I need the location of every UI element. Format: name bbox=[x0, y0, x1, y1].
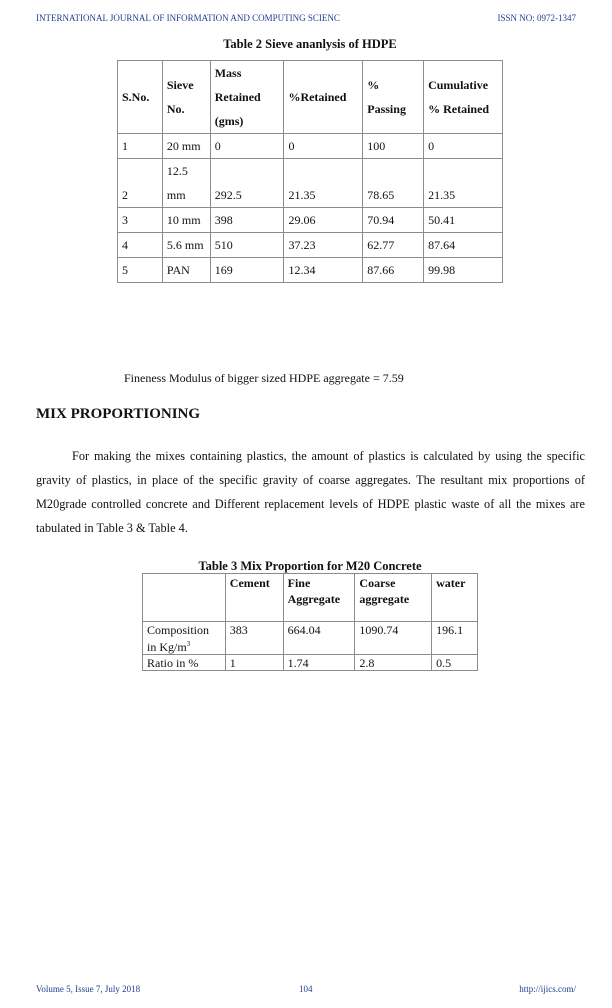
cell-sieve-no: 10 mm bbox=[162, 208, 210, 233]
cell-retained: 21.35 bbox=[284, 159, 363, 208]
cell-coarse-aggregate: 1090.74 bbox=[355, 622, 432, 655]
cell-passing: 78.65 bbox=[363, 159, 424, 208]
cell-mass: 510 bbox=[210, 233, 284, 258]
cell-passing: 70.94 bbox=[363, 208, 424, 233]
cell-sieve-no: 20 mm bbox=[162, 134, 210, 159]
issn-number: ISSN NO: 0972-1347 bbox=[497, 13, 576, 23]
cell-cumulative: 21.35 bbox=[424, 159, 503, 208]
table-row bbox=[143, 655, 478, 671]
col-header-cement: Cement bbox=[225, 574, 283, 622]
cell-sno: 4 bbox=[118, 233, 163, 258]
cell-cement: 383 bbox=[225, 622, 283, 655]
cell-sieve-no: 5.6 mm bbox=[162, 233, 210, 258]
col-header-fine-aggregate: Fine Aggregate bbox=[283, 574, 355, 622]
fineness-modulus-note: Fineness Modulus of bigger sized HDPE aggregate = 7.59 bbox=[124, 371, 404, 385]
table-row bbox=[118, 134, 503, 159]
cell-coarse-aggregate: 2.8 bbox=[355, 655, 432, 671]
cell-cement: 1 bbox=[225, 655, 283, 671]
cell-sno: 2 bbox=[118, 159, 163, 208]
cell-fine-aggregate: 664.04 bbox=[283, 622, 355, 655]
table-header-row bbox=[143, 574, 478, 622]
table-header-row bbox=[118, 61, 503, 134]
table-row bbox=[118, 233, 503, 258]
col-header-cumulative: Cumulative % Retained bbox=[424, 61, 503, 134]
cell-passing: 62.77 bbox=[363, 233, 424, 258]
col-header-water: water bbox=[432, 574, 478, 622]
footer-url[interactable]: http://ijics.com/ bbox=[519, 984, 576, 994]
footer-page-number: 104 bbox=[299, 984, 313, 994]
body-paragraph: For making the mixes containing plastics, the amount of plastics is calculated by using the specific gravity of plastics, in place of the specific gravity of coarse aggregates. The resultant mix proportions of M20grade controlled concrete and Different replacement levels of HDPE plastic waste of all the mixes are tabulated in Table 3 & Table 4. bbox=[36, 449, 585, 535]
row-label-composition bbox=[143, 622, 226, 655]
cell-passing: 87.66 bbox=[363, 258, 424, 283]
cell-sno: 5 bbox=[118, 258, 163, 283]
row-label-ratio: Ratio in % bbox=[143, 655, 226, 671]
table-row bbox=[143, 622, 478, 655]
cell-cumulative: 50.41 bbox=[424, 208, 503, 233]
col-header-sieve-no: Sieve No. bbox=[162, 61, 210, 134]
mix-proportion-table bbox=[142, 573, 478, 671]
cell-mass: 169 bbox=[210, 258, 284, 283]
cell-sno: 3 bbox=[118, 208, 163, 233]
cell-passing: 100 bbox=[363, 134, 424, 159]
cell-cumulative: 0 bbox=[424, 134, 503, 159]
cell-water: 0.5 bbox=[432, 655, 478, 671]
cell-mass: 0 bbox=[210, 134, 284, 159]
table-row bbox=[118, 258, 503, 283]
col-header-blank bbox=[143, 574, 226, 622]
cell-retained: 37.23 bbox=[284, 233, 363, 258]
cell-sno: 1 bbox=[118, 134, 163, 159]
col-header-pct-retained: %Retained bbox=[284, 61, 363, 134]
col-header-sno: S.No. bbox=[118, 61, 163, 134]
cell-water: 196.1 bbox=[432, 622, 478, 655]
table2-caption: Table 2 Sieve ananlysis of HDPE bbox=[223, 37, 397, 51]
cell-sieve-no: PAN bbox=[162, 258, 210, 283]
cubic-superscript: 3 bbox=[186, 640, 191, 648]
table3-caption: Table 3 Mix Proportion for M20 Concrete bbox=[198, 559, 422, 573]
composition-label-text: Composition in Kg/m bbox=[147, 623, 210, 654]
col-header-mass-retained: Mass Retained (gms) bbox=[210, 61, 284, 134]
col-header-coarse-aggregate: Coarse aggregate bbox=[355, 574, 432, 622]
sieve-analysis-table bbox=[117, 60, 503, 283]
table-row bbox=[118, 159, 503, 208]
cell-sieve-no: 12.5 mm bbox=[162, 159, 210, 208]
section-heading: MIX PROPORTIONING bbox=[36, 406, 201, 422]
cell-cumulative: 99.98 bbox=[424, 258, 503, 283]
cell-fine-aggregate: 1.74 bbox=[283, 655, 355, 671]
col-header-pct-passing: % Passing bbox=[363, 61, 424, 134]
table-row bbox=[118, 208, 503, 233]
footer-volume: Volume 5, Issue 7, July 2018 bbox=[36, 984, 141, 994]
journal-title: INTERNATIONAL JOURNAL OF INFORMATION AND COMPUTING SCIENC bbox=[36, 13, 340, 23]
cell-cumulative: 87.64 bbox=[424, 233, 503, 258]
cell-mass: 398 bbox=[210, 208, 284, 233]
cell-retained: 29.06 bbox=[284, 208, 363, 233]
cell-retained: 12.34 bbox=[284, 258, 363, 283]
cell-mass: 292.5 bbox=[210, 159, 284, 208]
cell-retained: 0 bbox=[284, 134, 363, 159]
